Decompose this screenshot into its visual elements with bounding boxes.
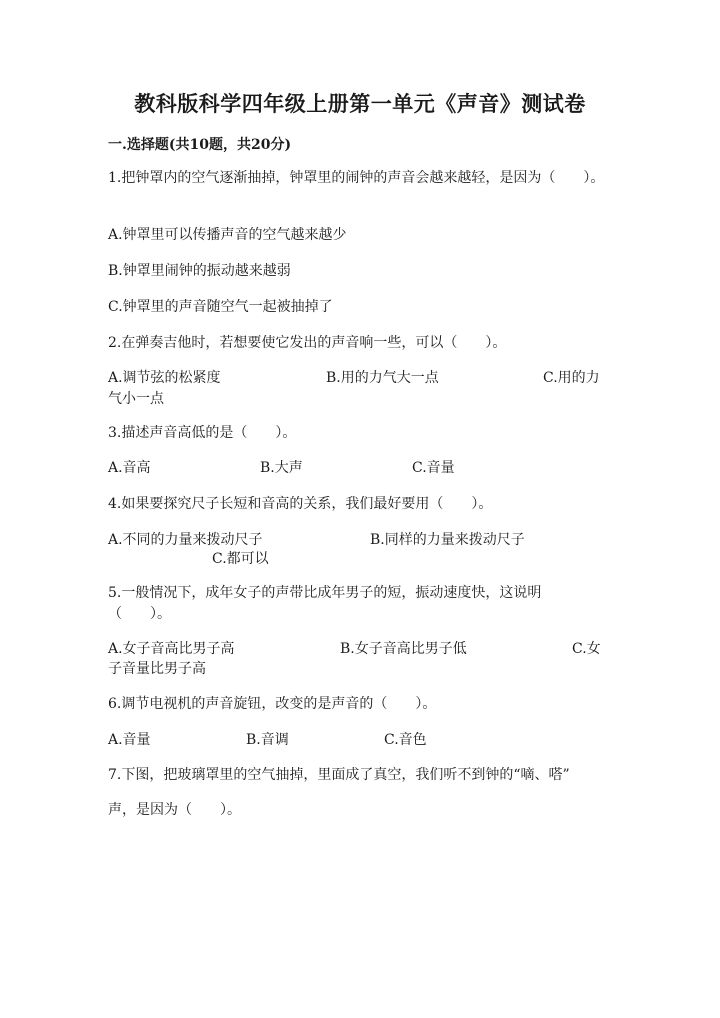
question-2-option-c: C.用的力 bbox=[543, 370, 600, 386]
question-3-option-b: B.大声 bbox=[260, 460, 303, 476]
question-1-option-b: B.钟罩里闹钟的振动越来越弱 bbox=[108, 263, 291, 279]
question-5-option-c-cont: 子音量比男子高 bbox=[108, 661, 206, 677]
question-7-stem-cont: 声，是因为（ ）。 bbox=[108, 802, 241, 818]
question-4-option-c: C.都可以 bbox=[212, 551, 269, 567]
question-6-option-b: B.音调 bbox=[246, 732, 289, 748]
question-3-option-c: C.音量 bbox=[412, 460, 455, 476]
question-6-stem: 6.调节电视机的声音旋钮，改变的是声音的（ ）。 bbox=[108, 696, 437, 712]
question-2-stem: 2.在弹奏吉他时，若想要使它发出的声音响一些，可以（ ）。 bbox=[108, 335, 507, 351]
question-5-option-c: C.女 bbox=[572, 641, 601, 657]
question-5-stem: 5.一般情况下，成年女子的声带比成年男子的短，振动速度快，这说明（ ）。 bbox=[108, 585, 542, 622]
question-3-option-a: A.音高 bbox=[108, 460, 151, 476]
section-heading: 一.选择题(共10题，共20分) bbox=[108, 137, 292, 153]
question-1-stem: 1.把钟罩内的空气逐渐抽掉，钟罩里的闹钟的声音会越来越轻，是因为（ ）。 bbox=[108, 170, 605, 186]
question-2-option-a: A.调节弦的松紧度 bbox=[108, 370, 221, 386]
question-6-option-a: A.音量 bbox=[108, 732, 151, 748]
question-6-option-c: C.音色 bbox=[384, 732, 427, 748]
question-2-option-b: B.用的力气大一点 bbox=[326, 370, 439, 386]
question-2-option-c-cont: 气小一点 bbox=[108, 391, 164, 407]
question-4-stem: 4.如果要探究尺子长短和音高的关系，我们最好要用（ ）。 bbox=[108, 496, 493, 512]
question-5-option-a: A.女子音高比男子高 bbox=[108, 641, 235, 657]
question-4-option-b: B.同样的力量来拨动尺子 bbox=[370, 532, 525, 548]
question-1-option-c: C.钟罩里的声音随空气一起被抽掉了 bbox=[108, 299, 333, 315]
question-4-option-a: A.不同的力量来拨动尺子 bbox=[108, 532, 263, 548]
question-7-stem: 7.下图，把玻璃罩里的空气抽掉，里面成了真空，我们听不到钟的“嘀、嗒” bbox=[108, 767, 570, 783]
question-5-option-b: B.女子音高比男子低 bbox=[340, 641, 467, 657]
page-title: 教科版科学四年级上册第一单元《声音》测试卷 bbox=[134, 91, 586, 116]
question-3-stem: 3.描述声音高低的是（ ）。 bbox=[108, 425, 297, 441]
question-1-option-a: A.钟罩里可以传播声音的空气越来越少 bbox=[108, 227, 347, 243]
